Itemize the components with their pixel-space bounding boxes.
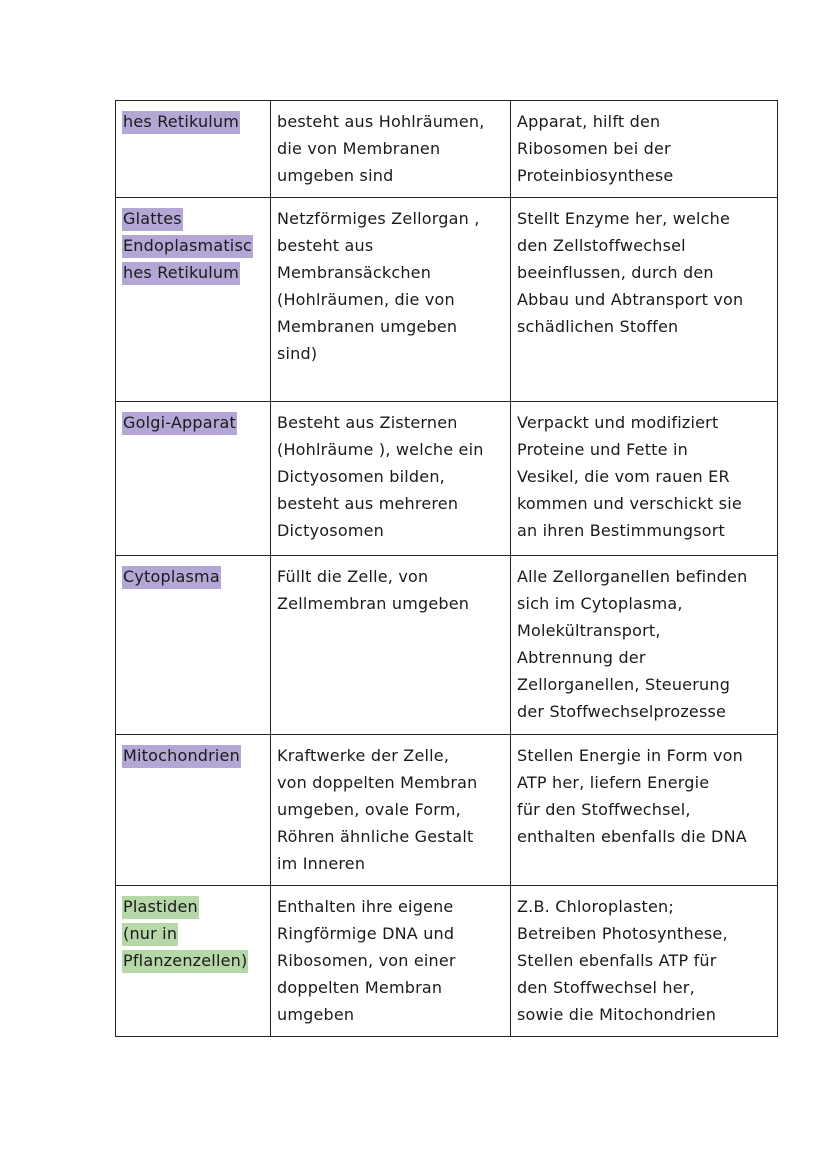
table-row	[116, 735, 778, 886]
organelle-name-cell	[116, 402, 271, 556]
function-cell: Alle Zellorganellen befinden sich im Cytoplasma, Molekültransport, Abtrennung der Zellorganellen, Steuerung der Stoffwechselprozesse	[511, 556, 778, 735]
structure-cell: besteht aus Hohlräumen, die von Membranen umgeben sind	[271, 101, 511, 198]
organelle-name-cell	[116, 198, 271, 402]
function-cell: Apparat, hilft den Ribosomen bei der Proteinbiosynthese	[511, 101, 778, 198]
organelle-name-cell	[116, 886, 271, 1037]
table-row	[116, 556, 778, 735]
organelle-name-cell	[116, 556, 271, 735]
organelle-name-cell	[116, 735, 271, 886]
organelle-name: Golgi-Apparat	[122, 412, 237, 435]
table-row	[116, 886, 778, 1037]
function-cell: Stellen Energie in Form von ATP her, liefern Energie für den Stoffwechsel, enthalten ebenfalls die DNA	[511, 735, 778, 886]
organelle-name: Glattes Endoplasmatisc hes Retikulum	[122, 208, 253, 285]
organelle-table	[115, 100, 778, 1037]
organelle-name: Cytoplasma	[122, 566, 221, 589]
structure-cell: Besteht aus Zisternen (Hohlräume ), welche ein Dictyosomen bilden, besteht aus mehreren Dictyosomen	[271, 402, 511, 556]
table-row	[116, 402, 778, 556]
table-row	[116, 101, 778, 198]
organelle-name: Plastiden (nur in Pflanzenzellen)	[122, 896, 248, 973]
structure-cell: Füllt die Zelle, von Zellmembran umgeben	[271, 556, 511, 735]
organelle-name-cell	[116, 101, 271, 198]
function-cell: Verpackt und modifiziert Proteine und Fette in Vesikel, die vom rauen ER kommen und verschickt sie an ihren Bestimmungsort	[511, 402, 778, 556]
table-row	[116, 198, 778, 402]
organelle-name: hes Retikulum	[122, 111, 240, 134]
structure-cell: Netzförmiges Zellorgan , besteht aus Membransäckchen (Hohlräumen, die von Membranen umgeben sind)	[271, 198, 511, 402]
function-cell: Stellt Enzyme her, welche den Zellstoffwechsel beeinflussen, durch den Abbau und Abtransport von schädlichen Stoffen	[511, 198, 778, 402]
function-cell: Z.B. Chloroplasten; Betreiben Photosynthese, Stellen ebenfalls ATP für den Stoffwechsel her, sowie die Mitochondrien	[511, 886, 778, 1037]
structure-cell: Enthalten ihre eigene Ringförmige DNA und Ribosomen, von einer doppelten Membran umgeben	[271, 886, 511, 1037]
structure-cell: Kraftwerke der Zelle, von doppelten Membran umgeben, ovale Form, Röhren ähnliche Gestalt im Inneren	[271, 735, 511, 886]
organelle-name: Mitochondrien	[122, 745, 241, 768]
